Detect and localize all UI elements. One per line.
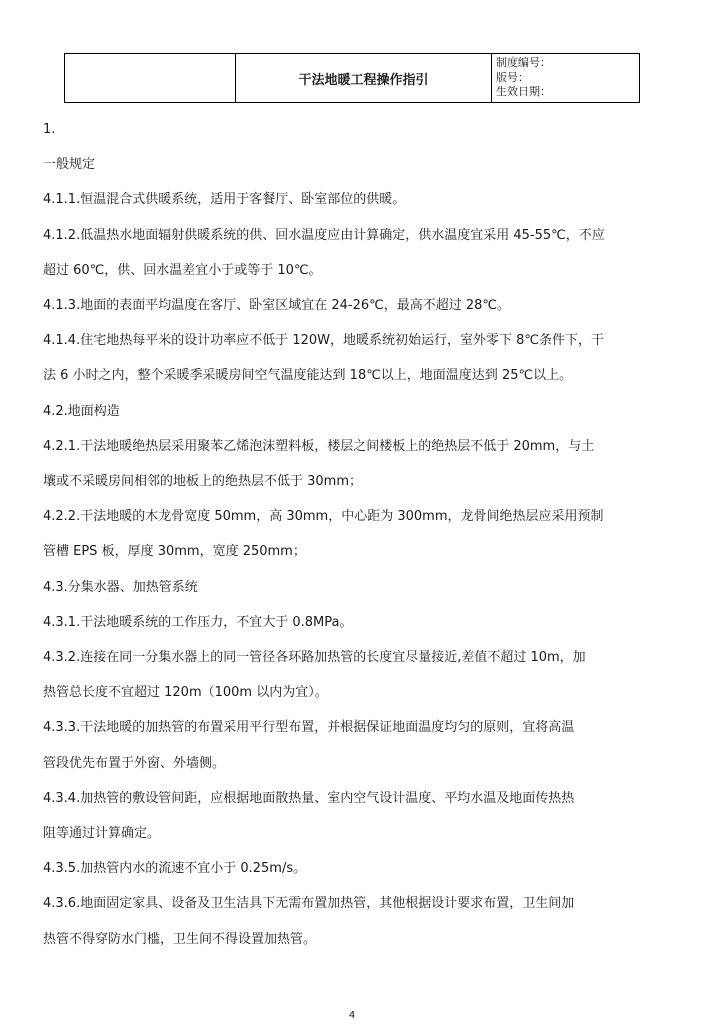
body-line: 超过 60℃，供、回水温差宜小于或等于 10℃。 <box>43 262 322 278</box>
body-line: 4.1.2.低温热水地面辐射供暖系统的供、回水温度应由计算确定，供水温度宜采用 45-55℃，不应 <box>43 227 605 243</box>
body-line: 壤或不采暖房间相邻的地板上的绝热层不低于 30mm； <box>43 474 363 490</box>
header-table <box>64 53 640 103</box>
header-blank-cell <box>65 54 236 103</box>
body-line: 热管总长度不宜超过 120m（100m 以内为宜）。 <box>43 685 328 701</box>
regulation-number-label: 制度编号： <box>496 56 551 70</box>
version-label: 版号： <box>496 70 529 84</box>
body-line: 管段优先布置于外窗、外墙侧。 <box>43 755 226 771</box>
body-line: 4.1.1.恒温混合式供暖系统，适用于客餐厅、卧室部位的供暖。 <box>43 192 406 208</box>
header-info-cell <box>492 54 640 103</box>
body-line: 管槽 EPS 板，厚度 30mm，宽度 250mm； <box>43 544 306 560</box>
body-line: 4.3.5.加热管内水的流速不宜小于 0.25m/s。 <box>43 861 307 877</box>
body-line: 阻等通过计算确定。 <box>43 826 161 842</box>
body-line: 4.3.3.干法地暖的加热管的布置采用平行型布置，并根据保证地面温度均匀的原则，宜将高温 <box>43 720 575 736</box>
body-line: 4.3.1.干法地暖系统的工作压力，不宜大于 0.8MPa。 <box>43 614 353 630</box>
body-line: 4.1.3.地面的表面平均温度在客厅、卧室区域宜在 24-26℃，最高不超过 28℃。 <box>43 298 510 314</box>
body-line: 4.2.地面构造 <box>43 403 120 419</box>
document-body <box>43 112 673 957</box>
body-line: 法 6 小时之内，整个采暖季采暖房间空气温度能达到 18℃以上，地面温度达到 25℃以上。 <box>43 368 573 384</box>
body-line: 4.1.4.住宅地热每平米的设计功率应不低于 120W，地暖系统初始运行，室外零下 8℃条件下，干 <box>43 333 605 349</box>
page-number: 4 <box>348 1010 356 1021</box>
body-line: 4.2.1.干法地暖绝热层采用聚苯乙烯泡沫塑料板，楼层之间楼板上的绝热层不低于 20mm，与土 <box>43 438 595 454</box>
body-line: 热管不得穿防水门槛，卫生间不得设置加热管。 <box>43 931 317 947</box>
body-line: 4.3.2.连接在同一分集水器上的同一管径各环路加热管的长度宜尽量接近,差值不超过 10m，加 <box>43 650 586 666</box>
body-line: 4.3.6.地面固定家具、设备及卫生洁具下无需布置加热管，其他根据设计要求布置，卫生间加 <box>43 896 575 912</box>
body-line: 一般规定 <box>43 157 96 173</box>
body-line: 4.2.2.干法地暖的木龙骨宽度 50mm，高 30mm，中心距为 300mm，龙骨间绝热层应采用预制 <box>43 509 604 525</box>
body-line: 4.3.分集水器、加热管系统 <box>43 579 198 595</box>
body-line: 4.3.4.加热管的敷设管间距，应根据地面散热量、室内空气设计温度、平均水温及地面传热热 <box>43 790 575 806</box>
body-line: 1. <box>43 122 56 137</box>
effective-date-label: 生效日期： <box>496 85 551 99</box>
document-title: 干法地暖工程操作指引 <box>236 54 492 103</box>
